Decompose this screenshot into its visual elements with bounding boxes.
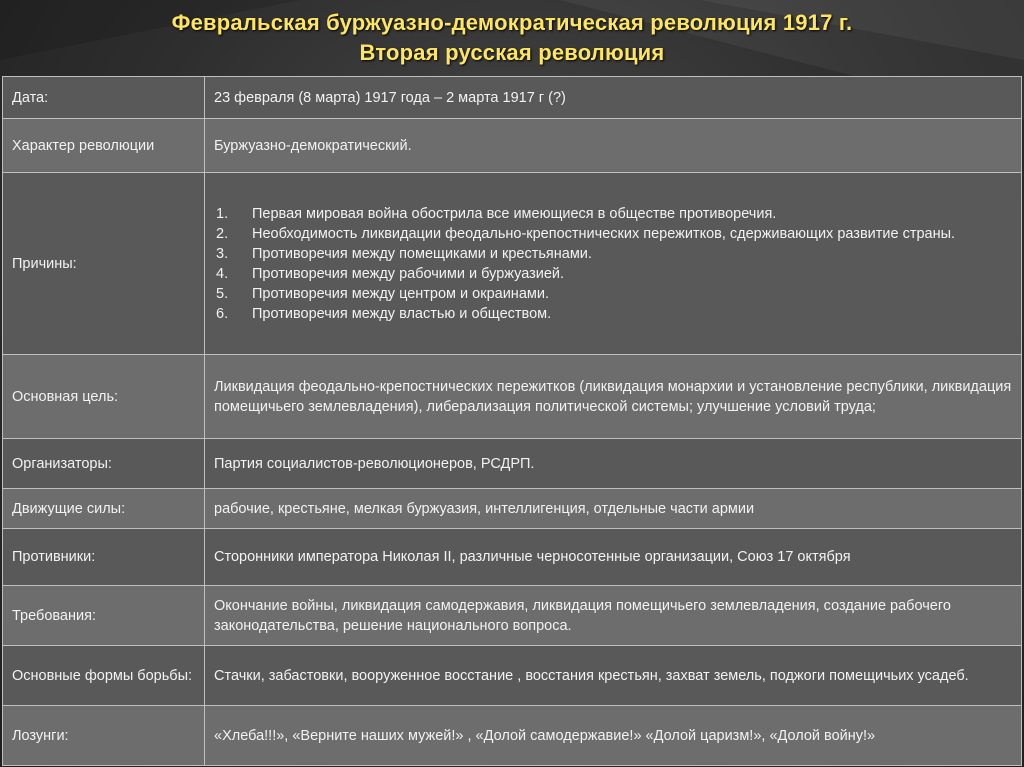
row-forces xyxy=(3,489,1022,529)
value-date: 23 февраля (8 марта) 1917 года – 2 марта 1917 г (?) xyxy=(205,77,1022,119)
row-slogans xyxy=(3,706,1022,766)
list-item-text: Необходимость ликвидации феодально-крепостнических пережитков, сдерживающих развитие страны. xyxy=(252,225,956,242)
list-item-number: 5. xyxy=(216,285,229,302)
list-item-number: 4. xyxy=(216,265,229,282)
label-demands: Требования: xyxy=(3,586,205,646)
causes-list xyxy=(214,204,1012,324)
label-opponents: Противники: xyxy=(3,529,205,586)
value-goal: Ликвидация феодально-крепостнических пережитков (ликвидация монархии и установление республики, ликвидация помещичьего землевладения), либерализация политической системы; улучшение условий труда; xyxy=(205,355,1022,439)
title-line-1: Февральская буржуазно-демократическая революция 1917 г. xyxy=(171,10,853,35)
slide-title xyxy=(0,8,1024,68)
list-item-text: Противоречия между властью и обществом. xyxy=(252,305,552,322)
row-character xyxy=(3,119,1022,173)
value-causes xyxy=(205,173,1022,355)
revolution-table xyxy=(2,76,1022,766)
list-item-number: 1. xyxy=(216,205,229,222)
label-goal: Основная цель: xyxy=(3,355,205,439)
row-demands xyxy=(3,586,1022,646)
list-item xyxy=(214,304,1012,324)
label-forms: Основные формы борьбы: xyxy=(3,646,205,706)
list-item xyxy=(214,284,1012,304)
list-item-number: 6. xyxy=(216,305,229,322)
title-line-2: Вторая русская революция xyxy=(359,40,665,65)
list-item-text: Первая мировая война обострила все имеющиеся в обществе противоречия. xyxy=(252,205,777,222)
label-causes: Причины: xyxy=(3,173,205,355)
label-forces: Движущие силы: xyxy=(3,489,205,529)
row-goal xyxy=(3,355,1022,439)
label-date: Дата: xyxy=(3,77,205,119)
label-character: Характер революции xyxy=(3,119,205,173)
list-item xyxy=(214,204,1012,224)
value-character: Буржуазно-демократический. xyxy=(205,119,1022,173)
label-slogans: Лозунги: xyxy=(3,706,205,766)
row-causes xyxy=(3,173,1022,355)
value-forces: рабочие, крестьяне, мелкая буржуазия, интеллигенция, отдельные части армии xyxy=(205,489,1022,529)
row-opponents xyxy=(3,529,1022,586)
list-item-text: Противоречия между рабочими и буржуазией. xyxy=(252,265,565,282)
value-forms: Стачки, забастовки, вооруженное восстание , восстания крестьян, захват земель, поджоги помещичьих усадеб. xyxy=(205,646,1022,706)
value-organizers: Партия социалистов-революционеров, РСДРП. xyxy=(205,439,1022,489)
row-organizers xyxy=(3,439,1022,489)
list-item xyxy=(214,224,1012,244)
list-item xyxy=(214,244,1012,264)
label-organizers: Организаторы: xyxy=(3,439,205,489)
row-date xyxy=(3,77,1022,119)
list-item-text: Противоречия между помещиками и крестьянами. xyxy=(252,245,592,262)
list-item-text: Противоречия между центром и окраинами. xyxy=(252,285,549,302)
list-item-number: 2. xyxy=(216,225,229,242)
value-opponents: Сторонники императора Николая II, различные черносотенные организации, Союз 17 октября xyxy=(205,529,1022,586)
value-slogans: «Хлеба!!!», «Верните наших мужей!» , «Долой самодержавие!» «Долой царизм!», «Долой войну!» xyxy=(205,706,1022,766)
list-item-number: 3. xyxy=(216,245,229,262)
row-forms xyxy=(3,646,1022,706)
value-demands: Окончание войны, ликвидация самодержавия, ликвидация помещичьего землевладения, создание рабочего законодательства, решение национального вопроса. xyxy=(205,586,1022,646)
list-item xyxy=(214,264,1012,284)
